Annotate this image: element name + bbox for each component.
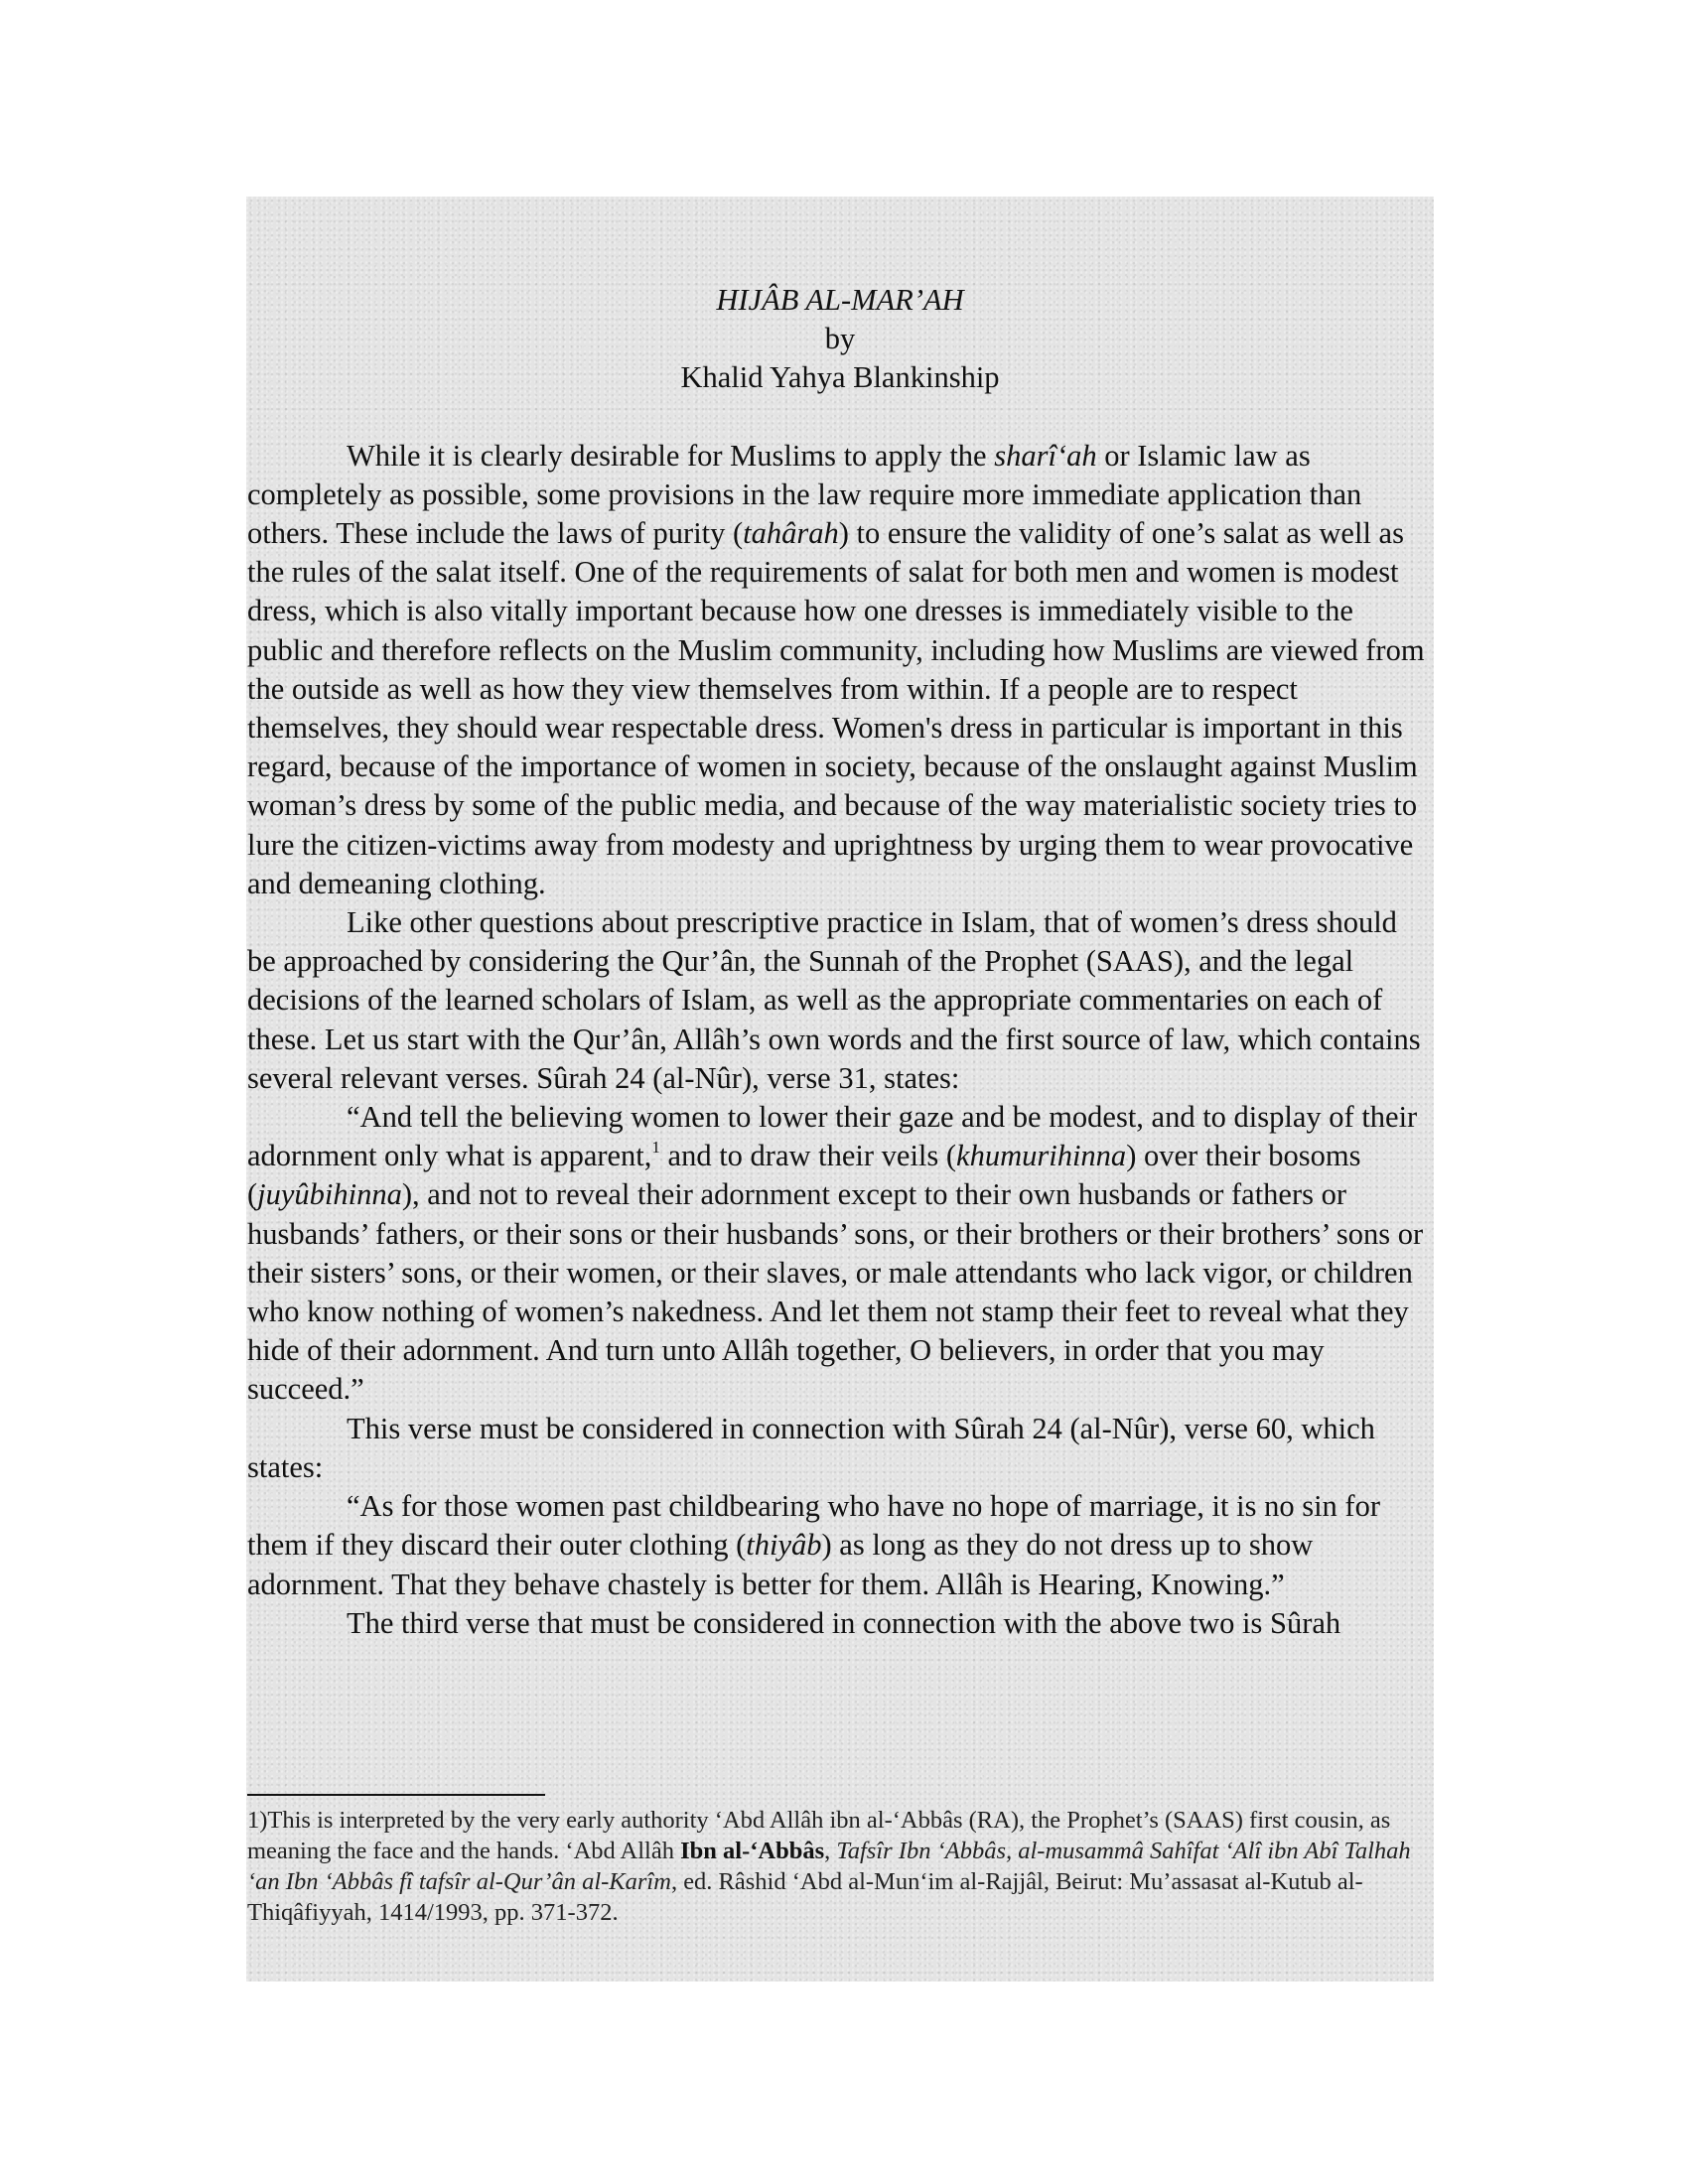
author-name: Khalid Yahya Blankinship	[680, 360, 1000, 395]
footnote-ref-1[interactable]: 1	[651, 1138, 660, 1158]
quote-verse-31: “And tell the believing women to lower their gaze and be modest, and to display of their adornment only what is apparent,$^1$ and to draw their veils (khumurihinna) over their bosoms (juyûbihinna), and not to reveal their adornment except to their own husbands or fathers or husbands’ fathers, or their sons or their husbands’ sons, or their brothers or their brothers’ sons or their sisters’ sons, or their women, or their slaves, or male attendants who lack vigor, or children who know nothing of women’s nakedness. And let them not stamp their feet to reveal what they hide of their adornment. And turn unto Allâh together, O believers, in order that you may succeed.”	[247, 1100, 1424, 1407]
document-title: HIJÂB AL-MAR’AH	[716, 283, 964, 317]
byline: by	[824, 322, 856, 356]
document-content	[247, 281, 1433, 1643]
quote-verse-60: “As for those women past childbearing who have no hope of marriage, it is no sin for them if they discard their outer clothing (thiyâb) as long as they do not dress up to show adornment. That they behave chastely is better for them. Allâh is Hearing, Knowing.”	[247, 1489, 1380, 1601]
paragraph-6: The third verse that must be considered in connection with the above two is Sûrah	[347, 1605, 1341, 1640]
paragraph-4: This verse must be considered in connection with Sûrah 24 (al-Nûr), verse 60, which states:	[247, 1411, 1375, 1484]
footnote-separator	[247, 1794, 545, 1796]
footnote-1: 1)This is interpreted by the very early authority ‘Abd Allâh ibn al-‘Abbâs (RA), the Prophet’s (SAAS) first cousin, as meaning the face and the hands. ‘Abd Allâh Ibn al-‘Abbâs, Tafsîr Ibn ‘Abbâs, al-musammâ Sahîfat ‘Alî ibn Abî Talhah ‘an Ibn ‘Abbâs fî tafsîr al-Qur’ân al-Karîm, ed. Râshid ‘Abd al-Mun‘im al-Rajjâl, Beirut: Mu’assasat al-Kutub al-Thiqâfiyyah, 1414/1993, pp. 371-372.	[247, 1807, 1411, 1926]
document-page	[246, 197, 1434, 1981]
title-block	[247, 281, 1433, 398]
paragraph-1: While it is clearly desirable for Muslims to apply the sharî‘ah or Islamic law as completely as possible, some provisions in the law require more immediate application than others. These include the laws of purity (tahârah) to ensure the validity of one’s salat as well as the rules of the salat itself. One of the requirements of salat for both men and women is modest dress, which is also vitally important because how one dresses is immediately visible to the public and therefore reflects on the Muslim community, including how Muslims are viewed from the outside as well as how they view themselves from within. If a people are to respect themselves, they should wear respectable dress. Women's dress in particular is important in this regard, because of the importance of women in society, because of the onslaught against Muslim woman’s dress by some of the public media, and because of the way materialistic society tries to lure the citizen-victims away from modesty and uprightness by urging them to wear provocative and demeaning clothing.	[247, 438, 1425, 900]
paragraph-2: Like other questions about prescriptive practice in Islam, that of women’s dress should be approached by considering the Qur’ân, the Sunnah of the Prophet (SAAS), and the legal decisions of the learned scholars of Islam, as well as the appropriate commentaries on each of these. Let us start with the Qur’ân, Allâh’s own words and the first source of law, which contains several relevant verses. Sûrah 24 (al-Nûr), verse 31, states:	[247, 905, 1421, 1095]
